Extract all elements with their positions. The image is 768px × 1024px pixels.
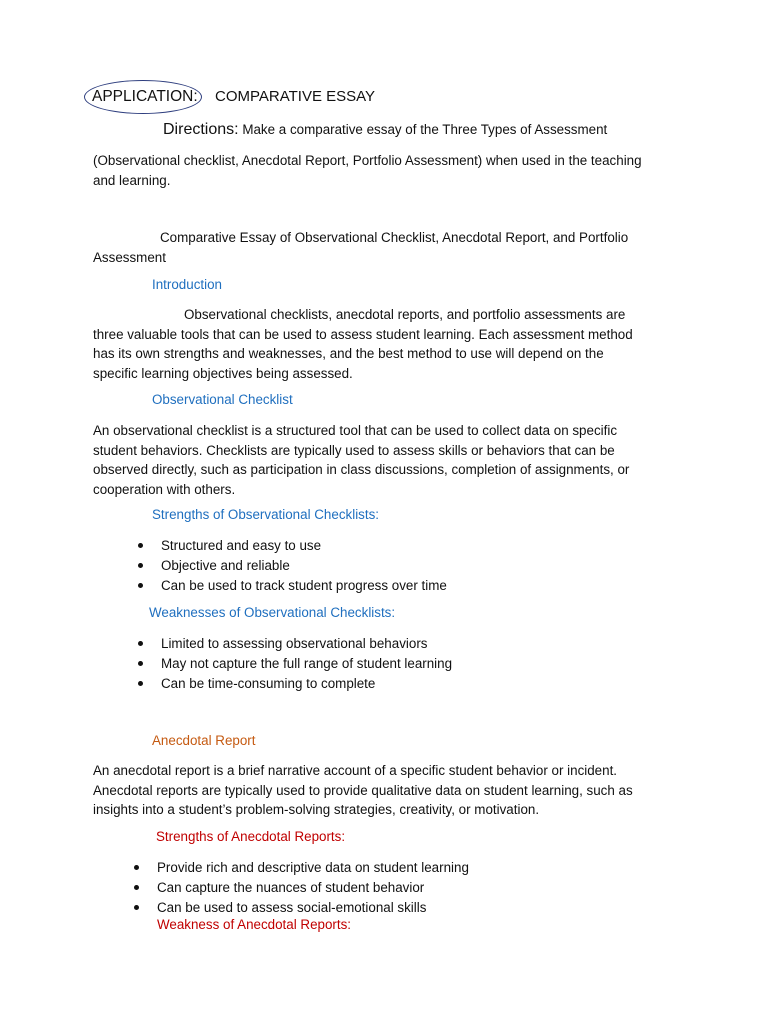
introduction-heading: Introduction (152, 277, 222, 292)
text-line: has its own strengths and weaknesses, and the best method to use will depend on the (93, 346, 604, 361)
text-line: observed directly, such as participation in class discussions, completion of assignments, or (93, 462, 630, 477)
list-item-text: Can be time-consuming to complete (161, 676, 376, 691)
directions-label: Directions: (163, 121, 239, 138)
observational-checklist-paragraph (93, 421, 678, 499)
introduction-paragraph (93, 305, 678, 383)
directions-line (163, 121, 607, 139)
list-item-text: Objective and reliable (161, 558, 290, 573)
ar-strengths-heading: Strengths of Anecdotal Reports: (156, 829, 346, 844)
list-item-text: Structured and easy to use (161, 538, 322, 553)
bullet-icon (138, 661, 143, 666)
essay-header-title: COMPARATIVE ESSAY (215, 88, 376, 105)
text-line: (Observational checklist, Anecdotal Report, Portfolio Assessment) when used in the teaching (93, 153, 642, 168)
text-line: Assessment (93, 249, 166, 265)
bullet-icon (138, 641, 143, 646)
bullet-icon (134, 905, 139, 910)
text-line: An observational checklist is a structured tool that can be used to collect data on specific (93, 423, 618, 438)
list-item-text: Can be used to assess social-emotional skills (157, 900, 427, 915)
bullet-icon (134, 885, 139, 890)
text-line: cooperation with others. (93, 481, 236, 497)
list-item-text: Can be used to track student progress over time (161, 578, 447, 593)
bullet-icon (134, 865, 139, 870)
essay-title (93, 228, 678, 267)
application-label: APPLICATION: (92, 88, 198, 105)
oc-weaknesses-heading: Weaknesses of Observational Checklists: (149, 605, 396, 620)
ar-weakness-heading: Weakness of Anecdotal Reports: (157, 917, 352, 932)
text-line: and learning. (93, 172, 171, 188)
list-item-text: Limited to assessing observational behaviors (161, 636, 428, 651)
bullet-icon (138, 681, 143, 686)
text-line: An anecdotal report is a brief narrative account of a specific student behavior or incident. (93, 763, 618, 778)
directions-continuation (93, 151, 678, 190)
observational-checklist-heading: Observational Checklist (152, 392, 293, 407)
text-line: Anecdotal reports are typically used to provide qualitative data on student learning, such as (93, 782, 633, 798)
text-line: specific learning objectives being assessed. (93, 365, 353, 381)
oc-strengths-heading: Strengths of Observational Checklists: (152, 507, 380, 522)
list-item-text: May not capture the full range of student learning (161, 656, 453, 671)
list-item-text: Provide rich and descriptive data on student learning (157, 860, 469, 875)
anecdotal-report-paragraph (93, 761, 678, 820)
text-line: Observational checklists, anecdotal reports, and portfolio assessments are (184, 307, 626, 322)
directions-text: Make a comparative essay of the Three Types of Assessment (242, 122, 608, 137)
text-line: three valuable tools that can be used to assess student learning. Each assessment method (93, 326, 633, 342)
bullet-icon (138, 563, 143, 568)
text-line: insights into a student’s problem-solving strategies, creativity, or motivation. (93, 802, 540, 817)
bullet-icon (138, 543, 143, 548)
text-line: student behaviors. Checklists are typically used to assess skills or behaviors that can be (93, 442, 615, 458)
text-line: Comparative Essay of Observational Checklist, Anecdotal Report, and Portfolio (160, 230, 629, 245)
bullet-icon (138, 583, 143, 588)
list-item-text: Can capture the nuances of student behavior (157, 880, 425, 895)
anecdotal-report-heading: Anecdotal Report (152, 733, 256, 748)
